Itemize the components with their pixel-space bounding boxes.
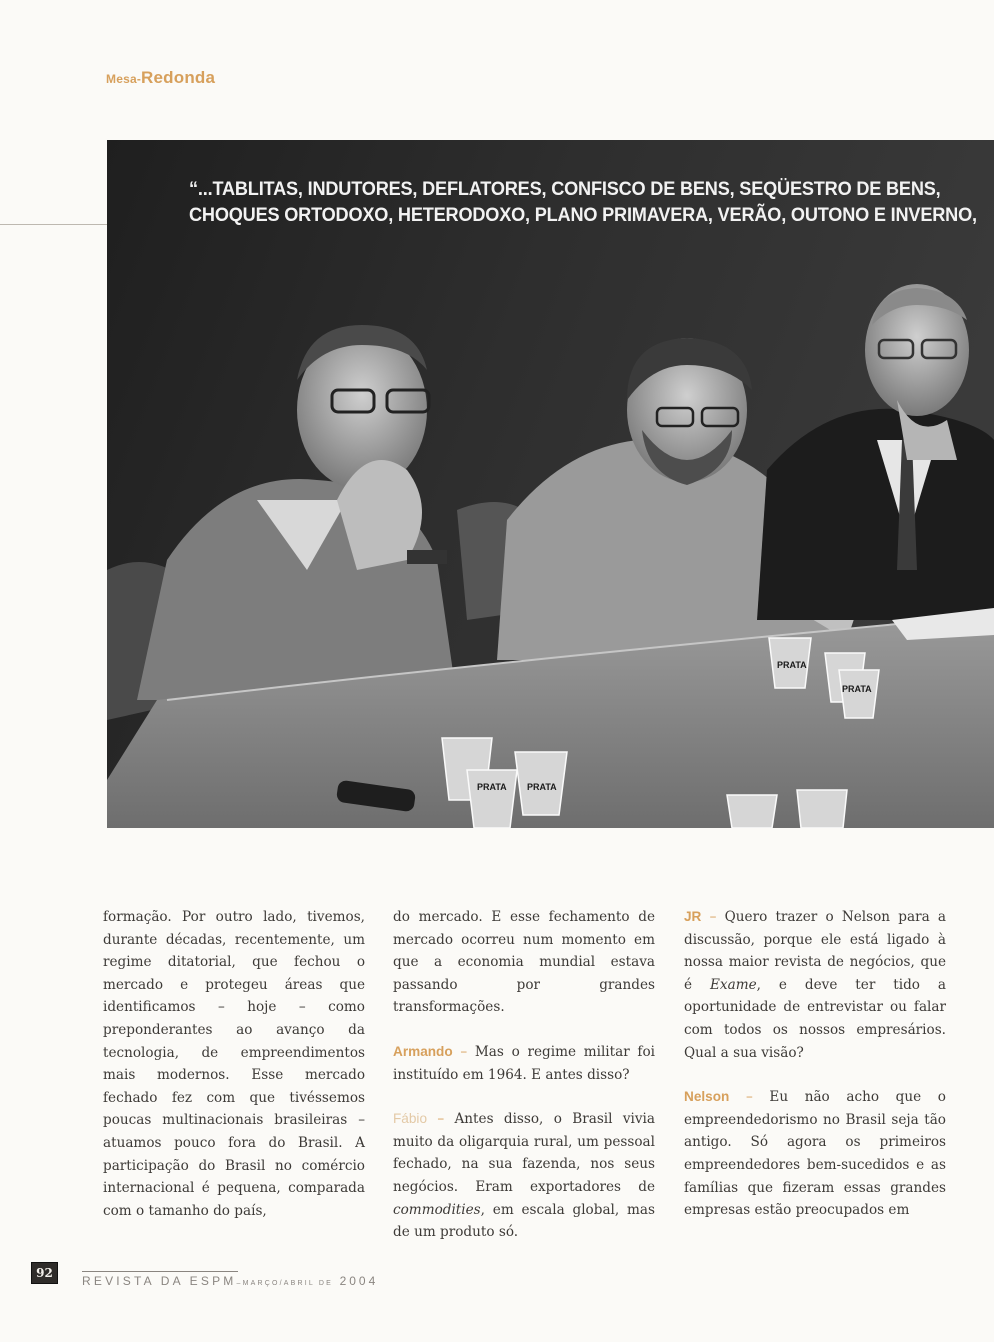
italic-term: Exame: [710, 976, 757, 993]
text-column-2: [393, 906, 655, 1266]
speaker-dash: –: [452, 1043, 475, 1060]
page-number: 92: [31, 1262, 58, 1284]
paragraph: formação. Por outro lado, tivemos, durante décadas, recentemente, um regime ditatorial, que fechou o mercado e protegeu áreas que identificamos – hoje – como preponderantes ao avanço da tecnologia, de empreendimentos mais modernos. Esse mercado fechado fez com que tivéssemos poucas multinacionais brasileiras – atuamos pouco fora do Brasil. A participação do Brasil no comércio internacional é pequena, comparada com o tamanho do país,: [103, 909, 365, 1219]
photo-illustration: [107, 140, 994, 828]
cup-label-4: PRATA: [842, 684, 872, 694]
paragraph-text: , em escala global, mas de um produto só.: [393, 1201, 655, 1241]
text-column-1: [103, 906, 365, 1244]
paragraph-text: Eu não acho que o empreendedorismo no Brasil seja tão antigo. Só agora os primeiros empreendedores bem-sucedidos e as famílias que fizeram essas grandes empresas estão preocupados em: [684, 1089, 946, 1219]
section-tag: [106, 68, 215, 88]
pull-quote-line-1: “...TABLITAS, INDUTORES, DEFLATORES, CONFISCO DE BENS, SEQÜESTRO DE BENS,: [189, 178, 941, 200]
pull-quote: [189, 176, 977, 228]
footer-rule: [82, 1271, 238, 1272]
italic-term: commodities: [393, 1201, 481, 1218]
paragraph: [684, 906, 946, 1064]
paragraph: [393, 1108, 655, 1244]
speaker-dash: –: [701, 909, 725, 925]
section-name: Redonda: [141, 68, 216, 87]
speaker-dash: –: [427, 1111, 455, 1128]
paragraph-text: Mas o regime militar foi instituído em 1964. E antes disso?: [393, 1043, 655, 1083]
paragraph-text: Antes disso, o Brasil vivia muito da oligarquia rural, um pessoal fechado, na sua fazenda, nos seus negócios. Eram exportadores de: [393, 1111, 655, 1195]
paragraph: [393, 1041, 655, 1086]
speaker-name: JR: [684, 909, 702, 924]
cup-label-2: PRATA: [527, 782, 557, 792]
section-prefix: Mesa-: [106, 72, 142, 86]
cup-label-3: PRATA: [777, 660, 807, 670]
paragraph-text: , e deve ter tido a oportunidade de entrevistar ou falar com todos os nossos empresários. Qual a sua visão?: [684, 976, 947, 1061]
speaker-name: Armando: [393, 1043, 453, 1059]
footer-magazine: [82, 1274, 378, 1288]
cup-label-1: PRATA: [477, 782, 507, 792]
paragraph-text: Quero trazer o Nelson para a discussão, porque ele está ligado à nossa maior revista de negócios, que é: [684, 909, 946, 993]
text-column-3: [684, 906, 946, 1244]
issue-year: 2004: [339, 1274, 379, 1288]
divider-rule: [0, 224, 110, 225]
issue-date: –MARÇO/ABRIL DE: [236, 1280, 334, 1287]
article-photo: [107, 140, 994, 828]
magazine-name: REVISTA DA ESPM: [82, 1274, 237, 1288]
pull-quote-line-2: CHOQUES ORTODOXO, HETERODOXO, PLANO PRIMAVERA, VERÃO, OUTONO E INVERNO,: [189, 204, 977, 226]
speaker-dash: –: [729, 1089, 770, 1106]
paragraph: do mercado. E esse fechamento de mercado ocorreu num momento em que a economia mundial estava passando por grandes transformações.: [393, 909, 655, 1016]
speaker-name: Fábio: [393, 1111, 428, 1127]
paragraph: [684, 1086, 946, 1222]
speaker-name: Nelson: [684, 1089, 730, 1105]
